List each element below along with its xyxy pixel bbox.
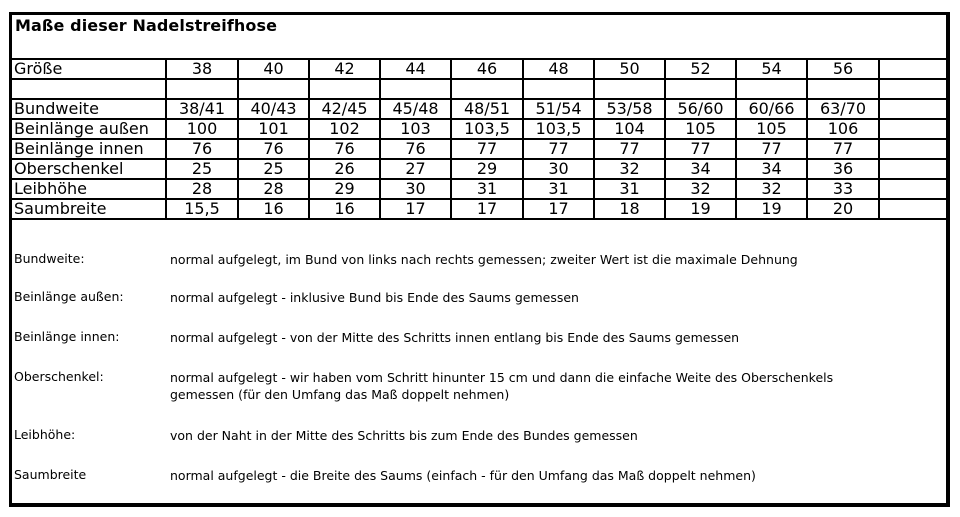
table-cell: 36 [807, 159, 879, 179]
table-cell: 76 [166, 139, 238, 159]
table-cell: 30 [523, 159, 594, 179]
description-text: normal aufgelegt - von der Mitte des Schritts innen entlang bis Ende des Saums gemessen [170, 330, 740, 345]
table-cell [879, 99, 946, 119]
table-cell: 51/54 [523, 99, 594, 119]
description-text: normal aufgelegt - die Breite des Saums (einfach - für den Umfang das Maß doppelt nehmen) [170, 468, 756, 483]
table-cell: 31 [594, 179, 665, 199]
table-cell [879, 179, 946, 199]
table-cell: 25 [166, 159, 238, 179]
table-cell: 103,5 [523, 119, 594, 139]
table-cell [166, 79, 238, 99]
table-cell: 105 [736, 119, 807, 139]
table-cell: 46 [451, 59, 523, 79]
description-term: Saumbreite [14, 467, 87, 482]
table-cell: 28 [238, 179, 309, 199]
table-cell: 48/51 [451, 99, 523, 119]
table-cell: 45/48 [380, 99, 451, 119]
size-chart-frame [9, 12, 950, 507]
table-cell: 77 [807, 139, 879, 159]
row-label: Oberschenkel [12, 159, 166, 179]
table-cell: 105 [665, 119, 736, 139]
description-term: Beinlänge innen: [14, 329, 120, 344]
table-cell [523, 79, 594, 99]
table-cell: 54 [736, 59, 807, 79]
description-term: Oberschenkel: [14, 369, 104, 384]
row-label: Beinlänge außen [12, 119, 166, 139]
table-cell: 103 [380, 119, 451, 139]
table-cell: 29 [309, 179, 380, 199]
table-cell: 20 [807, 199, 879, 219]
table-cell: 106 [807, 119, 879, 139]
table-cell [665, 79, 736, 99]
description-term: Leibhöhe: [14, 427, 76, 442]
page-title: Maße dieser Nadelstreifhose [15, 16, 278, 35]
table-cell [309, 79, 380, 99]
table-cell: 77 [594, 139, 665, 159]
table-cell: 53/58 [594, 99, 665, 119]
table-cell: 76 [238, 139, 309, 159]
table-cell [380, 79, 451, 99]
table-cell: 31 [451, 179, 523, 199]
description-text: gemessen (für den Umfang das Maß doppelt nehmen) [170, 387, 510, 402]
table-cell [879, 159, 946, 179]
description-text: von der Naht in der Mitte des Schritts bis zum Ende des Bundes gemessen [170, 428, 638, 443]
table-cell: 103,5 [451, 119, 523, 139]
row-label: Saumbreite [12, 199, 166, 219]
row-label: Bundweite [12, 99, 166, 119]
table-cell [879, 59, 946, 79]
table-cell [807, 79, 879, 99]
table-row [12, 179, 946, 199]
table-cell: 31 [523, 179, 594, 199]
table-row [12, 99, 946, 119]
table-cell: 44 [380, 59, 451, 79]
table-cell: 33 [807, 179, 879, 199]
table-cell: 48 [523, 59, 594, 79]
description-text: normal aufgelegt, im Bund von links nach rechts gemessen; zweiter Wert ist die maximale Dehnung [170, 252, 798, 267]
description-text: normal aufgelegt - inklusive Bund bis Ende des Saums gemessen [170, 290, 579, 305]
table-cell: 29 [451, 159, 523, 179]
table-cell: 27 [380, 159, 451, 179]
table-cell: 77 [451, 139, 523, 159]
table-cell: 25 [238, 159, 309, 179]
table-cell: 42 [309, 59, 380, 79]
table-row [12, 139, 946, 159]
table-cell: 56 [807, 59, 879, 79]
table-cell: 50 [594, 59, 665, 79]
table-row [12, 159, 946, 179]
table-cell: 77 [523, 139, 594, 159]
table-cell: 77 [665, 139, 736, 159]
table-cell [879, 139, 946, 159]
table-cell: 40/43 [238, 99, 309, 119]
row-label [12, 79, 166, 99]
table-cell: 40 [238, 59, 309, 79]
table-cell: 32 [736, 179, 807, 199]
table-cell [879, 119, 946, 139]
table-cell: 104 [594, 119, 665, 139]
table-cell: 101 [238, 119, 309, 139]
table-cell: 32 [594, 159, 665, 179]
table-cell: 34 [665, 159, 736, 179]
spacer-row [12, 79, 946, 99]
table-cell: 77 [736, 139, 807, 159]
table-cell: 102 [309, 119, 380, 139]
table-cell: 15,5 [166, 199, 238, 219]
description-term: Beinlänge außen: [14, 289, 124, 304]
table-cell: 28 [166, 179, 238, 199]
table-cell [879, 79, 946, 99]
row-label: Beinlänge innen [12, 139, 166, 159]
table-cell: 63/70 [807, 99, 879, 119]
size-table [12, 58, 946, 220]
table-cell: 100 [166, 119, 238, 139]
table-cell [238, 79, 309, 99]
header-row [12, 59, 946, 79]
table-cell: 76 [380, 139, 451, 159]
table-cell [736, 79, 807, 99]
table-cell: 18 [594, 199, 665, 219]
description-text: normal aufgelegt - wir haben vom Schritt hinunter 15 cm und dann die einfache Weite des Oberschenkels [170, 370, 834, 385]
table-cell: 42/45 [309, 99, 380, 119]
row-label: Leibhöhe [12, 179, 166, 199]
table-cell: 60/66 [736, 99, 807, 119]
table-cell: 17 [380, 199, 451, 219]
table-cell: 16 [238, 199, 309, 219]
table-row [12, 119, 946, 139]
table-cell [879, 199, 946, 219]
table-cell: 19 [665, 199, 736, 219]
table-cell: 30 [380, 179, 451, 199]
table-cell: 38/41 [166, 99, 238, 119]
table-cell: 19 [736, 199, 807, 219]
table-cell: 52 [665, 59, 736, 79]
table-cell: 17 [523, 199, 594, 219]
table-cell: 76 [309, 139, 380, 159]
table-cell: 26 [309, 159, 380, 179]
table-cell [451, 79, 523, 99]
table-cell: 56/60 [665, 99, 736, 119]
table-row [12, 199, 946, 219]
table-cell: 16 [309, 199, 380, 219]
description-term: Bundweite: [14, 251, 85, 266]
table-cell: 34 [736, 159, 807, 179]
table-cell [594, 79, 665, 99]
row-label: Größe [12, 59, 166, 79]
table-cell: 38 [166, 59, 238, 79]
table-cell: 32 [665, 179, 736, 199]
table-cell: 17 [451, 199, 523, 219]
